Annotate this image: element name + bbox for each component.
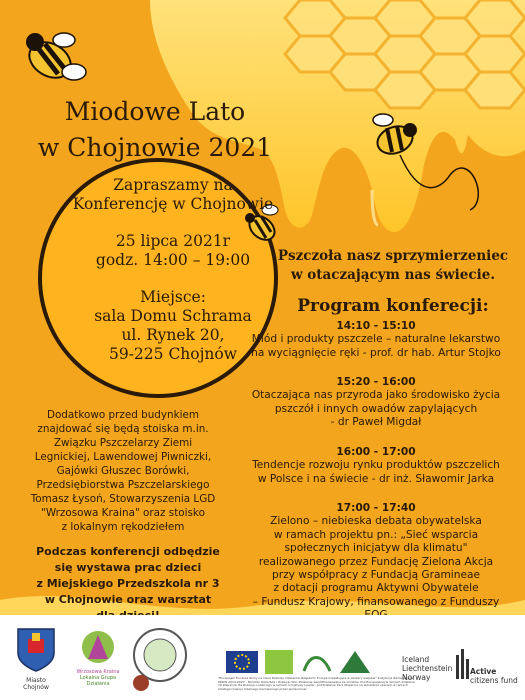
city-logo-text: Miasto Chojnów (23, 677, 49, 691)
invite-line-2: Konferencję w Chojnowie (72, 195, 274, 213)
program-line: na wyciągnięcie ręki - prof. dr hab. Artur Stojko (251, 346, 501, 359)
program-line: z dotacji programu Aktywni Obywatele (273, 582, 479, 595)
city-logo (16, 627, 56, 691)
tagline-line-1: Pszczoła nasz sprzymierzeniec (277, 248, 509, 264)
program-line: realizowanego przez Fundację Zielona Akcja (258, 555, 494, 568)
emblem-icon (130, 673, 152, 693)
note-line: Związku Pszczelarzy Ziemi (53, 437, 193, 449)
program-line: - dr Paweł Migdał (330, 416, 422, 429)
place-line-1: sala Domu Schrama (94, 307, 252, 325)
program-line: Tendencje rozwoju rynku produktów pszczelich (252, 459, 500, 472)
sponsor-footer (0, 615, 525, 700)
invite-date: 25 lipca 2021r (115, 232, 231, 250)
active-citizens-logo (470, 667, 518, 685)
bold-note-line: się wystawa prac dzieci (54, 561, 202, 574)
note-line: "Wrzosowa Kraina" oraz stoisko (41, 507, 205, 519)
program-item (226, 376, 525, 430)
note-line: Legnickiej, Lawendowej Piwniczki, (34, 451, 212, 463)
bold-note-line: z Miejskiego Przedszkola nr 3 (36, 577, 220, 590)
program-time: 15:20 - 16:00 (336, 376, 416, 388)
program-line: społecznych inicjatyw dla klimatu" (284, 542, 468, 555)
note-line: z lokalnym rękodziełem (61, 521, 185, 533)
program-time: 14:10 - 15:10 (336, 320, 416, 332)
tagline (262, 247, 524, 285)
program-line: Zielono – niebieska debata obywatelska (270, 515, 482, 528)
program-line: w Polsce i na świecie - dr inż. Sławomir Jarka (257, 472, 495, 485)
program-line: w ramach projektu pn.: „Sieć wsparcia (273, 528, 479, 541)
lgd-logo (74, 629, 122, 689)
note-line: Gajówki Głuszec Borówki, (56, 465, 190, 477)
ministry-icon (338, 649, 372, 675)
eea-line: Iceland (402, 655, 430, 664)
active-line: citizens fund (470, 676, 518, 685)
prow-icon (302, 649, 332, 675)
program-line: przy współpracy z Fundacją Gramineae (272, 569, 480, 582)
note-line: znajdować się będą stoiska m.in. (37, 423, 209, 435)
place-line-2: ul. Rynek 20, (121, 326, 225, 344)
eea-line: Norway (402, 673, 431, 682)
program-time: 16:00 - 17:00 (336, 446, 416, 458)
program-line: Miód i produkty pszczele – naturalne lekarstwo (251, 333, 501, 346)
bold-note-line: Podczas konferencji odbędzie (36, 545, 220, 558)
tagline-line-2: w otaczającym nas świecie. (290, 267, 496, 283)
program-line: – Fundusz Krajowy, finansowanego z Funduszy (252, 595, 500, 608)
invite-time: godz. 14:00 – 19:00 (95, 251, 251, 269)
lgd-line-2: Lokalna Grupa Działania (79, 675, 117, 687)
title-line-1: Miodowe Lato (64, 97, 246, 126)
eea-line: Liechtenstein (402, 664, 453, 673)
note-line: Przedsiębiorstwa Pszczelarskiego (36, 479, 210, 491)
program-line: pszczół i innych owadów zapylających (274, 402, 478, 415)
heather-icon (74, 629, 122, 665)
bold-note-line: w Chojnowie oraz warsztat (44, 593, 212, 606)
eea-bars-icon (456, 649, 470, 679)
invite-line-1: Zapraszamy na (113, 176, 233, 194)
program-time: 17:00 - 17:40 (336, 502, 416, 514)
program-item (226, 502, 525, 623)
active-line: Active (470, 667, 497, 676)
place-line-3: 59-225 Chojnów (108, 345, 238, 363)
stalls-note (8, 408, 238, 534)
title-line-2: w Chojnowie 2021 (37, 133, 273, 162)
note-line: Dodatkowo przed budynkiem (46, 409, 200, 421)
program-line: Otaczająca nas przyroda jako środowisko życia (251, 389, 501, 402)
eea-grants-logo (402, 655, 452, 682)
note-line: Tomasz Łysoń, Stowarzyszenia LGD (30, 493, 216, 505)
place-label: Miejsce: (140, 288, 206, 306)
program-heading: Program konferecji: (297, 296, 489, 316)
city-crest-icon (16, 627, 56, 673)
eu-funding-text: "Europejski Fundusz Rolny na rzecz Rozwoju Obszarów Wiejskich: Europa inwestująca w obszary wiejskie" Instytucja Zarządzająca PROW 2014-2020 – Minister Rolnictwa i Rozwoju Wsi. Działanie współfinansowane ze środków Unii Europejskiej w ramach działania 19 Wsparcie dla Rozwoju Lokalnego w ramach inicjatywy Leader, poddziałanie 19.2 Wsparcie na wdrażanie operacji w ramach strategii rozwoju lokalnego kierowanego przez społeczność (218, 677, 415, 691)
exhibition-note (8, 544, 248, 624)
program-item (226, 446, 525, 486)
leader-icon (264, 649, 294, 675)
page-title (20, 94, 290, 166)
eu-flag-icon (226, 651, 258, 673)
lgd-line-1: Wrzosowa Kraina (76, 669, 120, 675)
program-item (226, 320, 525, 360)
